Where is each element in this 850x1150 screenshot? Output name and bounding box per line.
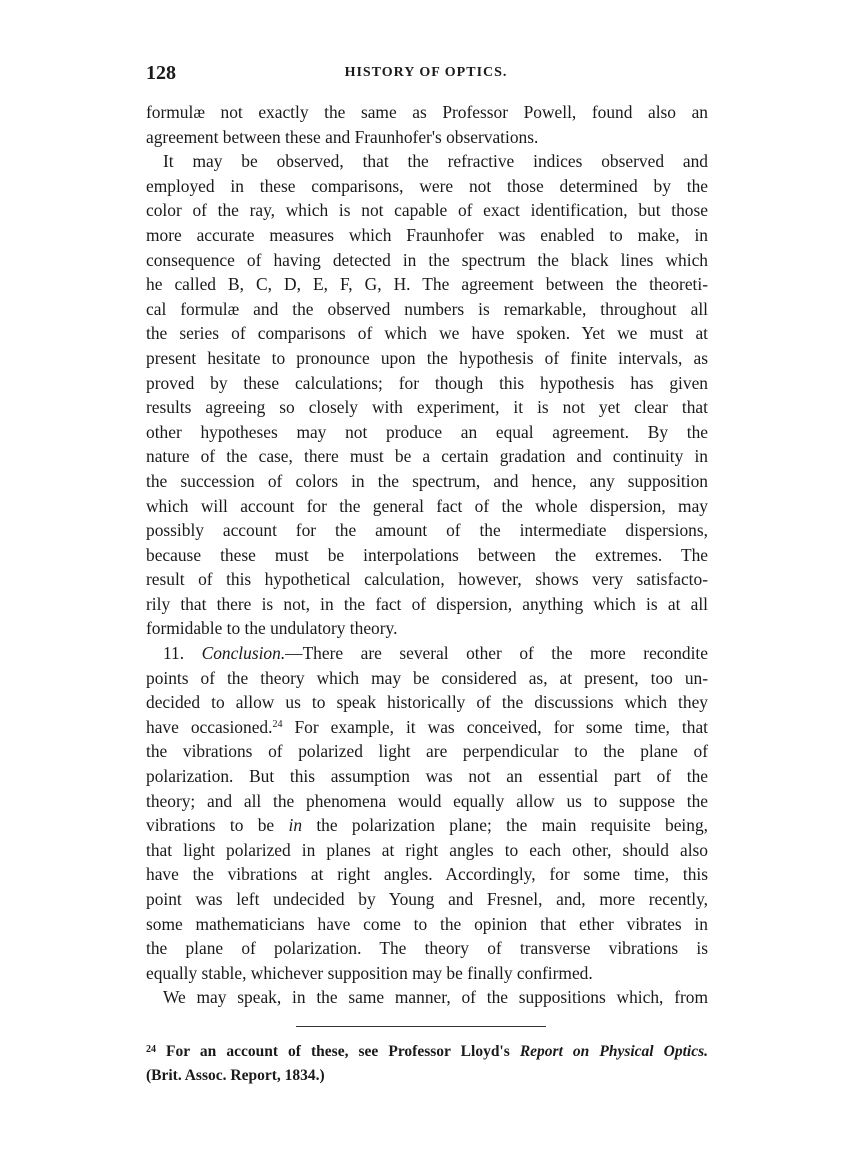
section-heading-line: [146, 641, 708, 666]
text-line-continuation: the polarization plane; the main requisite being,: [302, 815, 708, 836]
text-line: [146, 715, 708, 740]
text-line-content: present hesitate to pronounce upon the hypothesis of finite intervals, as: [146, 347, 708, 368]
text-line-content: have the vibrations at right angles. Accordingly, for some time, this: [146, 864, 708, 885]
text-line: [146, 272, 708, 297]
text-line-content: point was left undecided by Young and Fresnel, and, more recently,: [146, 889, 708, 909]
footnote-marker: 24: [146, 1044, 156, 1055]
text-line-content: —There are several other of the more recondite: [285, 643, 708, 664]
text-line-content: the succession of colors in the spectrum, and hence, any supposition: [146, 470, 708, 491]
text-line-content: other hypotheses may not produce an equal agreement. By the: [146, 421, 708, 442]
text-line: [146, 494, 708, 519]
text-line-content: results agreeing so closely with experiment, it is not yet clear that: [146, 397, 708, 418]
text-line-content: that light polarized in planes at right angles to each other, should also: [146, 839, 708, 860]
footnote-citation: Report on Physical Optics.: [519, 1043, 708, 1060]
text-line: [146, 789, 708, 814]
text-line: [146, 174, 708, 199]
text-line: [146, 371, 708, 396]
text-line: [146, 346, 708, 371]
text-line: [146, 469, 708, 494]
text-line-content: the vibrations of polarized light are perpendicular to the plane of: [146, 741, 708, 762]
text-line-content: theory; and all the phenomena would equally allow us to suppose the: [146, 790, 708, 811]
text-line: [146, 248, 708, 273]
text-line-content: because these must be interpolations between the extremes. The: [146, 544, 708, 565]
text-line: [146, 444, 708, 469]
section-title: Conclusion.: [201, 643, 286, 664]
text-line: [146, 223, 708, 248]
text-line-content: have occasioned.: [146, 716, 273, 737]
text-line-content: color of the ray, which is not capable of exact identification, but those: [146, 200, 708, 221]
text-line: [146, 518, 708, 543]
text-line-content: formidable to the undulatory theory.: [146, 618, 398, 639]
text-line: [146, 567, 708, 592]
page-number: 128: [146, 62, 176, 84]
text-line-content: equally stable, whichever supposition may be finally confirmed.: [146, 962, 593, 983]
footnote: [146, 1040, 708, 1088]
text-line: [146, 838, 708, 863]
text-line-content: points of the theory which may be considered as, at present, too un-: [146, 667, 708, 688]
text-line: [146, 887, 708, 912]
text-line-content: he called B, C, D, E, F, G, H. The agreement between the theoreti-: [146, 274, 708, 295]
text-line: [146, 739, 708, 764]
text-line: [146, 985, 708, 1010]
text-line-content: rily that there is not, in the fact of dispersion, anything which is at all: [146, 593, 708, 614]
text-line: [146, 125, 708, 150]
text-line: [146, 149, 708, 174]
text-line-content: We may speak, in the same manner, of the suppositions which, from: [163, 987, 708, 1008]
footnote-line: [146, 1040, 708, 1064]
text-line-content: decided to allow us to speak historically of the discussions which they: [146, 692, 708, 713]
text-line: [146, 420, 708, 445]
text-line: [146, 395, 708, 420]
text-line-continuation: For example, it was conceived, for some time, that: [282, 716, 709, 737]
text-line: [146, 912, 708, 937]
text-line-content: polarization. But this assumption was not an essential part of the: [146, 766, 708, 787]
text-line: [146, 592, 708, 617]
page-header: [146, 62, 706, 86]
text-line-content: formulæ not exactly the same as Professor Powell, found also an: [146, 102, 708, 122]
text-line-content: more accurate measures which Fraunhofer was enabled to make, in: [146, 224, 708, 245]
footnote-line: (Brit. Assoc. Report, 1834.): [146, 1067, 325, 1084]
text-line: [146, 616, 708, 641]
text-line: [146, 862, 708, 887]
running-head: HISTORY OF OPTICS.: [344, 65, 508, 80]
text-line-content: some mathematicians have come to the opinion that ether vibrates in: [146, 913, 708, 934]
text-line-content: It may be observed, that the refractive indices observed and: [163, 151, 708, 172]
text-line: [146, 297, 708, 322]
text-line: [146, 543, 708, 568]
text-line: [146, 100, 708, 125]
text-line: [146, 321, 708, 346]
text-line-content: nature of the case, there must be a certain gradation and continuity in: [146, 446, 708, 467]
footnote-reference: 24: [272, 718, 283, 730]
text-line-content: which will account for the general fact of the whole dispersion, may: [146, 495, 708, 516]
text-line: [146, 764, 708, 789]
text-line-content: the plane of polarization. The theory of transverse vibrations is: [146, 938, 708, 959]
text-line: [146, 936, 708, 961]
text-line: [146, 961, 708, 986]
text-line-content: result of this hypothetical calculation, however, shows very satisfacto-: [146, 569, 708, 590]
text-line-content: proved by these calculations; for though this hypothesis has given: [146, 372, 708, 393]
text-line: [146, 690, 708, 715]
text-line-content: vibrations to be: [146, 815, 289, 836]
section-number: 11.: [163, 643, 185, 664]
text-line: [146, 813, 708, 838]
text-line-content: possibly account for the amount of the intermediate dispersions,: [146, 520, 708, 541]
text-line: [146, 198, 708, 223]
text-line-content: cal formulæ and the observed numbers is remarkable, throughout all: [146, 298, 708, 319]
body-text: [146, 100, 708, 1010]
footnote-text: For an account of these, see Professor Lloyd's: [156, 1043, 520, 1060]
text-line-content: agreement between these and Fraunhofer's observations.: [146, 126, 539, 147]
text-line-content: consequence of having detected in the spectrum the black lines which: [146, 249, 708, 270]
footnote-divider: [296, 1026, 546, 1027]
text-line-content: the series of comparisons of which we have spoken. Yet we must at: [146, 323, 708, 344]
text-line-content: employed in these comparisons, were not those determined by the: [146, 175, 708, 196]
text-line: [146, 666, 708, 691]
emphasis: in: [288, 815, 303, 836]
